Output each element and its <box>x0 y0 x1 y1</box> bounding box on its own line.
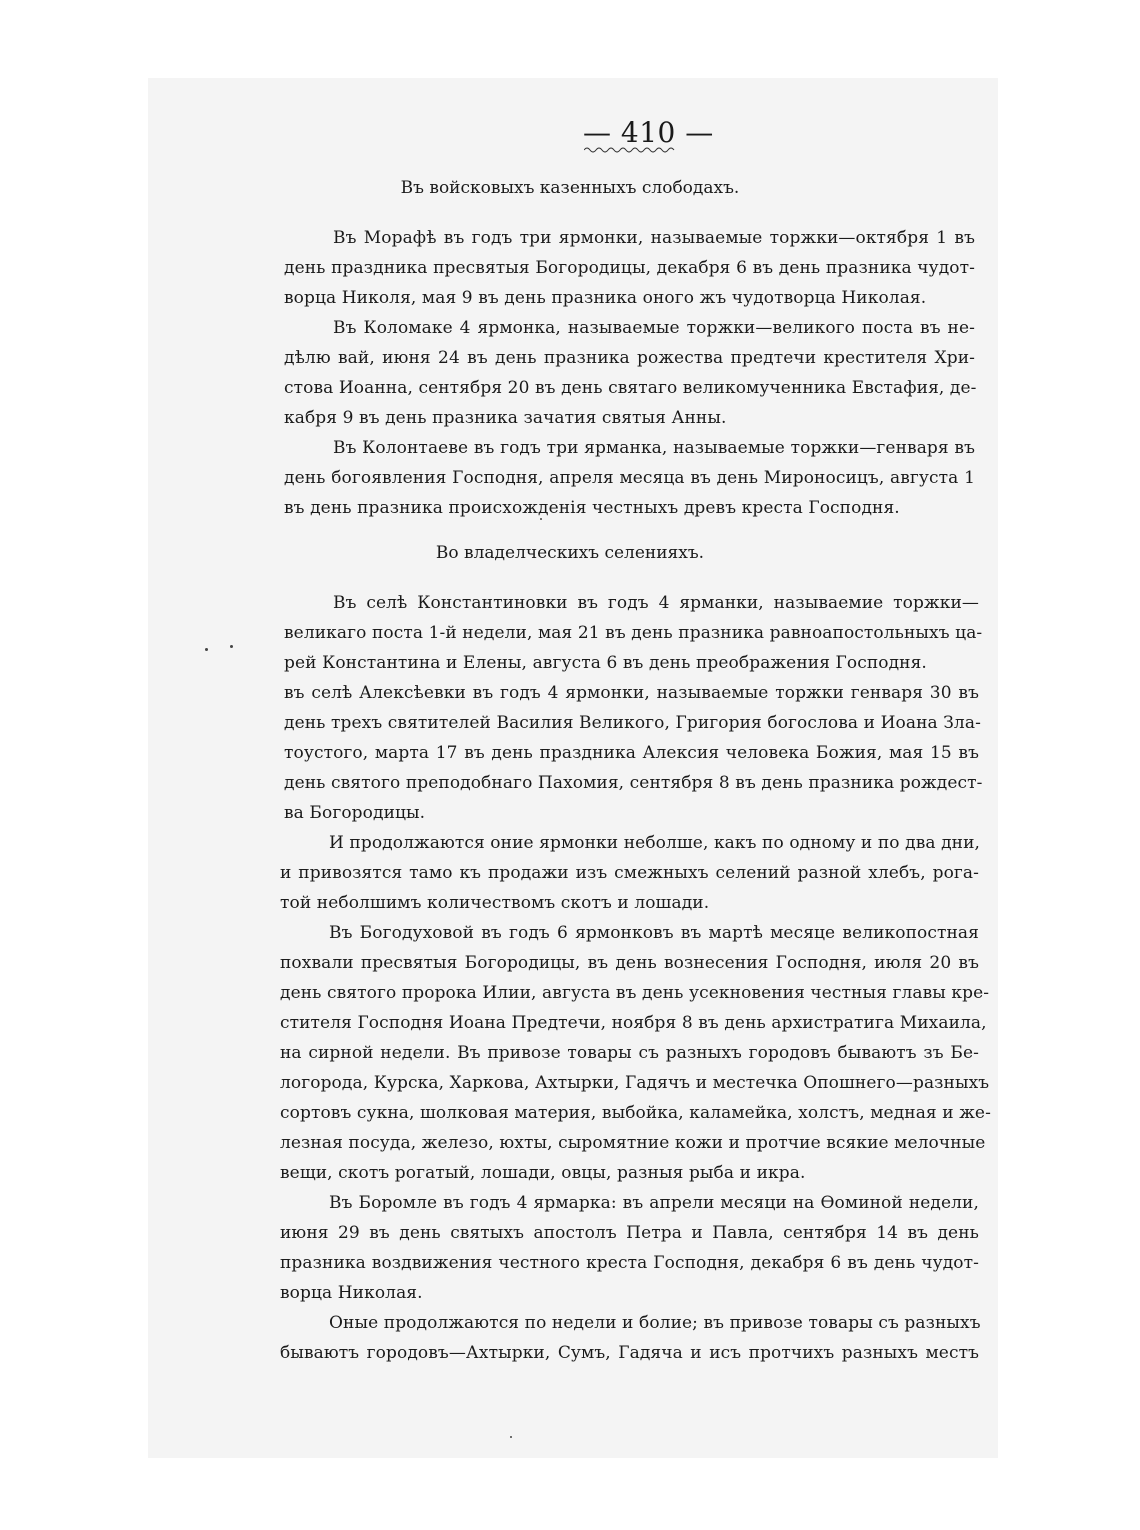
text-line: ворца Николая. <box>280 1283 423 1303</box>
text-line: день праздника пресвятыя Богородицы, декабря 6 въ день празника чудот- <box>284 258 975 278</box>
scan-speck <box>230 645 233 648</box>
text-line: стова Иоанна, сентября 20 въ день святаго великомученника Евстафия, де- <box>284 378 977 398</box>
text-line: и привозятся тамо къ продажи изъ смежныхъ селений разной хлебъ, рога- <box>280 863 979 883</box>
text-line: великаго поста 1-й недели, мая 21 въ день празника равноапостольныхъ ца- <box>284 623 983 643</box>
text-line: Въ Богодуховой въ годъ 6 ярмонковъ въ мартѣ месяце великопостная <box>329 923 979 943</box>
text-line: сортовъ сукна, шолковая материя, выбойка, каламейка, холстъ, медная и же- <box>280 1103 991 1123</box>
section-heading-private-villages: Во владелческихъ селенияхъ. <box>435 543 705 563</box>
scan-speck <box>540 518 542 520</box>
text-line: И продолжаются оние ярмонки неболше, какъ по одному и по два дни, <box>329 833 981 853</box>
text-line: день святого пророка Илии, августа въ день усекновения честныя главы кре- <box>280 983 990 1003</box>
text-line: на сирной недели. Въ привозе товары съ разныхъ городовъ бываютъ зъ Бе- <box>280 1043 979 1063</box>
text-line: Оные продолжаются по недели и болие; въ привозе товары съ разныхъ <box>329 1313 981 1333</box>
text-line: июня 29 въ день святыхъ апостолъ Петра и Павла, сентября 14 въ день <box>280 1223 979 1243</box>
wavy-underline-ornament <box>584 146 678 154</box>
text-line: тоустого, марта 17 въ день праздника Алексия человека Божия, мая 15 въ <box>284 743 979 763</box>
text-line: ворца Николя, мая 9 въ день празника оного жъ чудотворца Николая. <box>284 288 927 308</box>
section-heading-military-settlements: Въ войсковыхъ казенныхъ слободахъ. <box>400 178 740 198</box>
text-line: день богоявления Господня, апреля месяца въ день Мироносицъ, августа 1 <box>284 468 975 488</box>
text-line: Въ Морафѣ въ годъ три ярмонки, называемые торжки—октября 1 въ <box>333 228 975 248</box>
text-line: стителя Господня Иоана Предтечи, ноября 8 въ день архистратига Михаила, <box>280 1013 987 1033</box>
scan-speck <box>510 1436 512 1438</box>
text-line: въ день празника происхожденія честныхъ древъ креста Господня. <box>284 498 900 518</box>
text-line: рей Константина и Елены, августа 6 въ день преображения Господня. <box>284 653 927 673</box>
text-line: вещи, скотъ рогатый, лошади, овцы, разныя рыба и икра. <box>280 1163 806 1183</box>
text-line: Въ селѣ Константиновки въ годъ 4 ярманки, называемие торжки— <box>333 593 979 613</box>
text-line: лезная посуда, железо, юхты, сыромятние кожи и протчие всякие мелочные <box>280 1133 986 1153</box>
text-line: день трехъ святителей Василия Великого, Григория богослова и Иоана Зла- <box>284 713 981 733</box>
text-line: день святого преподобнаго Пахомия, сентября 8 въ день празника рождест- <box>284 773 983 793</box>
text-line: празника воздвижения честного креста Господня, декабря 6 въ день чудот- <box>280 1253 979 1273</box>
text-line: Въ Колонтаеве въ годъ три ярманка, называемые торжки—генваря въ <box>333 438 975 458</box>
text-line: ва Богородицы. <box>284 803 426 823</box>
text-line: логорода, Курска, Харкова, Ахтырки, Гадячъ и местечка Опошнего—разныхъ <box>280 1073 990 1093</box>
text-line: бываютъ городовъ—Ахтырки, Сумъ, Гадяча и исъ протчихъ разныхъ местъ <box>280 1343 979 1363</box>
page-number: — 410 — <box>583 116 714 149</box>
text-line: Въ Боромле въ годъ 4 ярмарка: въ апрели месяци на Ѳоминой недели, <box>329 1193 979 1213</box>
text-line: въ селѣ Алексѣевки въ годъ 4 ярмонки, называемые торжки генваря 30 въ <box>284 683 979 703</box>
text-line: похвали пресвятыя Богородицы, въ день вознесения Господня, июля 20 въ <box>280 953 979 973</box>
scan-speck <box>205 648 208 651</box>
text-line: дѣлю вай, июня 24 въ день празника рожества предтечи крестителя Хри- <box>284 348 975 368</box>
text-line: Въ Коломаке 4 ярмонка, называемые торжки—великого поста въ не- <box>333 318 975 338</box>
text-line: кабря 9 въ день празника зачатия святыя Анны. <box>284 408 727 428</box>
text-line: той неболшимъ количествомъ скотъ и лошади. <box>280 893 710 913</box>
